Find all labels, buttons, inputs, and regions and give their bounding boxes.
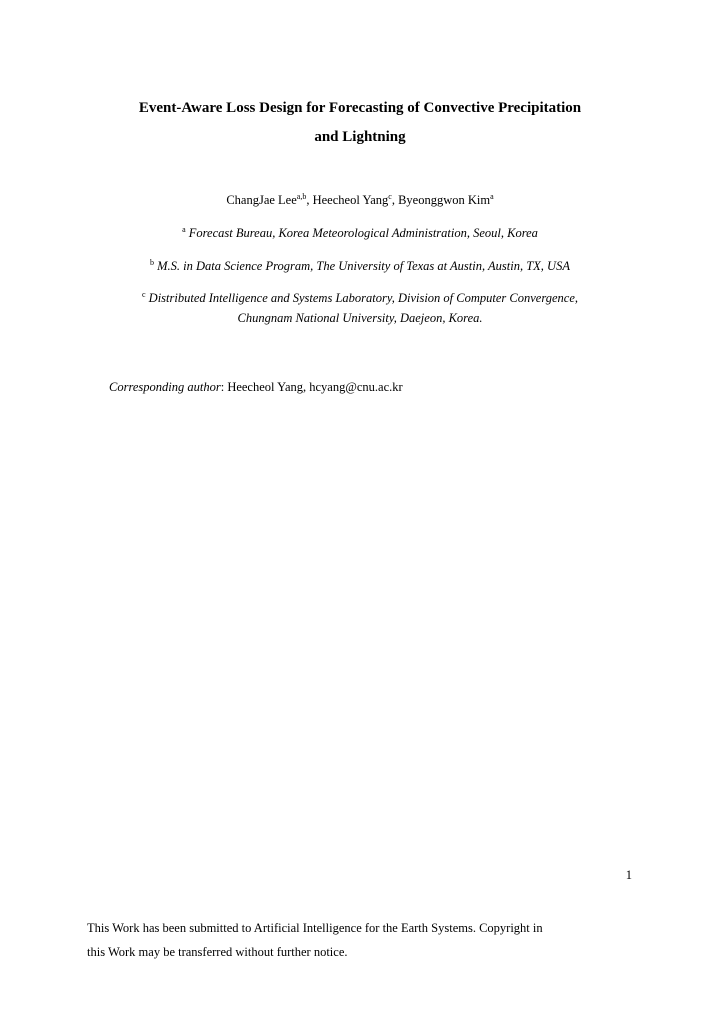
submission-notice	[87, 916, 647, 964]
paper-title-line-2: and Lightning	[314, 129, 406, 145]
corresponding-author-colon: :	[220, 380, 228, 394]
affiliation-mark: c	[141, 290, 146, 299]
author-list	[0, 192, 720, 208]
affiliation-mark: b	[150, 258, 155, 267]
affiliation-c	[0, 288, 720, 328]
author-name: Heecheol Yang	[312, 193, 389, 207]
author-separator: ,	[306, 193, 313, 207]
affiliation-b	[0, 256, 720, 276]
author-name: ChangJae Lee	[226, 193, 297, 207]
submission-notice-line-1: This Work has been submitted to Artificial Intelligence for the Earth Systems. Copyright in	[87, 921, 543, 935]
page-number: 1	[625, 868, 632, 882]
corresponding-author	[109, 378, 403, 396]
author-affiliation-mark: c	[388, 192, 392, 201]
author-name: Byeonggwon Kim	[398, 193, 491, 207]
corresponding-author-contact: Heecheol Yang, hcyang@cnu.ac.kr	[227, 380, 403, 394]
paper-title	[0, 94, 720, 152]
affiliation-c-line-1	[0, 288, 720, 308]
affiliation-text: Forecast Bureau, Korea Meteorological Administration, Seoul, Korea	[188, 226, 538, 240]
author-affiliation-mark: a	[490, 192, 494, 201]
paper-title-line-1: Event-Aware Loss Design for Forecasting of Convective Precipitation	[138, 100, 582, 116]
affiliation-text: M.S. in Data Science Program, The University of Texas at Austin, Austin, TX, USA	[157, 259, 570, 273]
affiliation-mark: a	[182, 225, 186, 234]
author-affiliation-mark: a,b	[296, 192, 307, 201]
author-separator: ,	[391, 193, 399, 207]
affiliation-c-line-2: Chungnam National University, Daejeon, Korea.	[237, 311, 483, 325]
corresponding-author-label: Corresponding author	[109, 380, 221, 394]
submission-notice-line-2: this Work may be transferred without further notice.	[87, 945, 348, 959]
affiliation-text: Distributed Intelligence and Systems Laboratory, Division of Computer Convergence,	[148, 291, 579, 305]
affiliation-a	[0, 223, 720, 243]
